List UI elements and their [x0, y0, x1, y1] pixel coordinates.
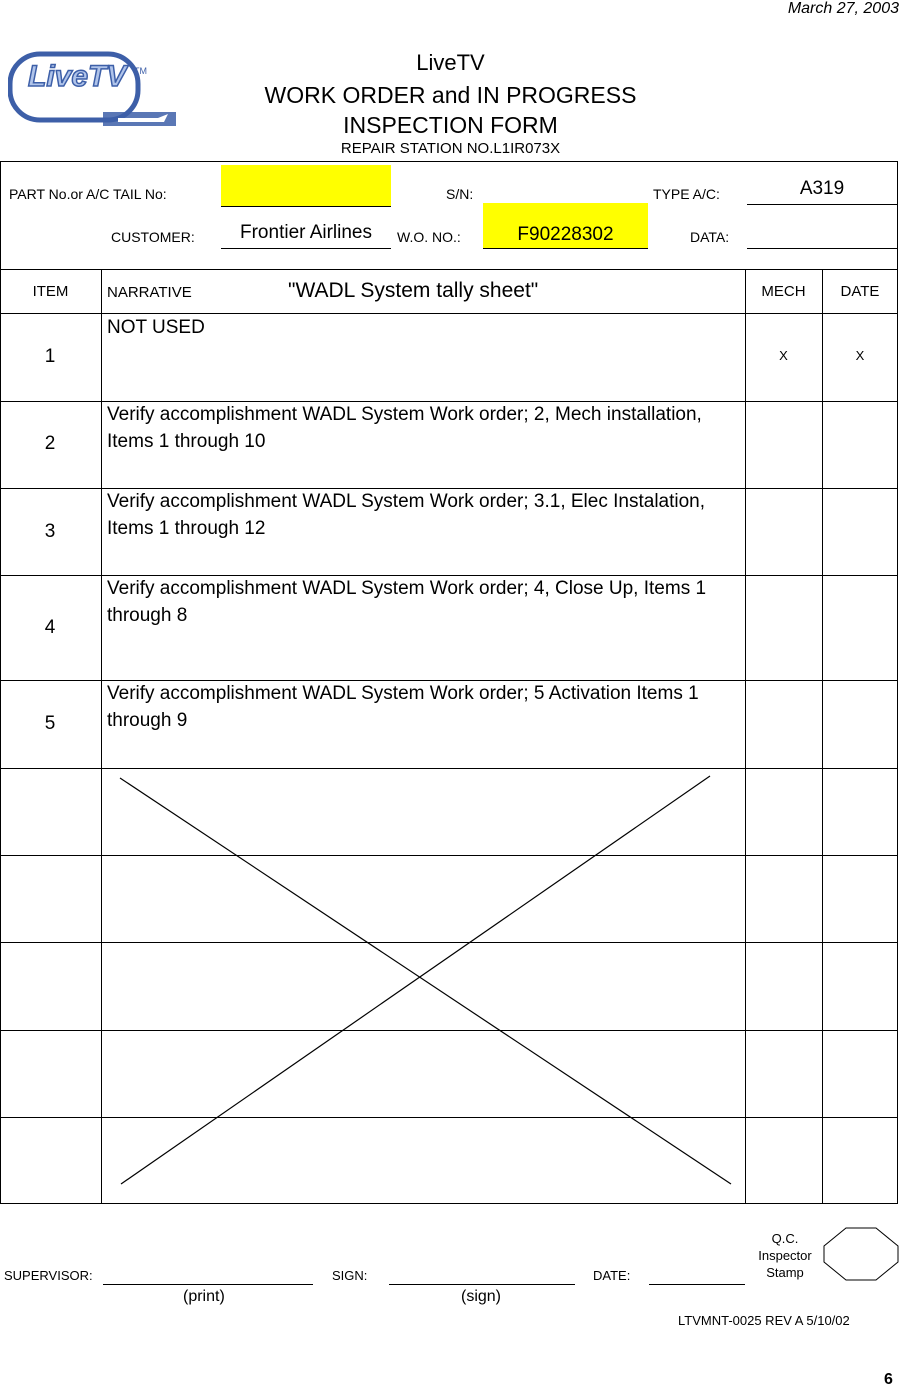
type-ac-label: TYPE A/C: — [653, 186, 720, 202]
customer-label: CUSTOMER: — [111, 229, 195, 245]
form-title-line2: WORK ORDER and IN PROGRESS — [264, 82, 637, 108]
supervisor-label: SUPERVISOR: — [4, 1268, 93, 1283]
column-header-narrative: NARRATIVE — [107, 284, 192, 301]
item-narrative: Verify accomplishment WADL System Work order; 2, Mech installation, Items 1 through 10 — [107, 404, 702, 452]
item-number: 2 — [44, 433, 56, 454]
item-narrative: Verify accomplishment WADL System Work order; 5 Activation Items 1 through 9 — [107, 683, 699, 731]
logo-tm: TM — [134, 66, 147, 76]
qc-line: Q.C. — [771, 1231, 799, 1246]
sign-caption: (sign) — [461, 1288, 502, 1305]
sn-label: S/N: — [446, 186, 474, 202]
type-ac-field[interactable]: A319 — [747, 178, 897, 205]
item-number: 1 — [44, 346, 56, 367]
item-narrative: Verify accomplishment WADL System Work order; 3.1, Elec Instalation, Items 1 through 12 — [107, 491, 706, 539]
form-number: LTVMNT-0025 REV A 5/10/02 — [678, 1313, 850, 1328]
wo-number-field[interactable]: F90228302 — [483, 203, 648, 249]
footer-date-field[interactable] — [649, 1266, 745, 1285]
item-narrative: NOT USED — [107, 317, 205, 338]
item-number: 4 — [44, 617, 56, 638]
sign-label: SIGN: — [332, 1268, 368, 1283]
qc-line: Inspector — [758, 1248, 812, 1263]
column-header-date: DATE — [840, 283, 880, 300]
item-narrative: Verify accomplishment WADL System Work order; 4, Close Up, Items 1 through 8 — [107, 578, 707, 626]
customer-field[interactable]: Frontier Airlines — [221, 222, 391, 249]
part-label: PART No.or A/C TAIL No: — [9, 186, 167, 202]
qc-stamp-label — [748, 1230, 822, 1281]
document-date: March 27, 2003 — [787, 0, 899, 17]
wo-label: W.O. NO.: — [397, 229, 461, 245]
data-label: DATA: — [690, 229, 730, 245]
form-title-line1: LiveTV — [416, 50, 485, 75]
item-number: 5 — [44, 713, 56, 734]
form-title-line3: INSPECTION FORM — [343, 112, 558, 138]
column-header-mech: MECH — [761, 283, 806, 300]
qc-line: Stamp — [766, 1265, 804, 1280]
column-header-item: ITEM — [32, 283, 69, 300]
mech-signoff[interactable]: X — [779, 348, 788, 363]
print-caption: (print) — [183, 1288, 225, 1305]
sign-field[interactable] — [389, 1266, 575, 1285]
date-signoff[interactable]: X — [855, 348, 865, 363]
logo-text: LiveTV — [28, 60, 127, 93]
supervisor-field[interactable] — [103, 1266, 313, 1285]
footer-date-label: DATE: — [593, 1268, 631, 1283]
sheet-title: "WADL System tally sheet" — [288, 279, 539, 302]
qc-stamp-box[interactable] — [822, 1226, 900, 1282]
item-number: 3 — [44, 521, 56, 542]
page-number: 6 — [884, 1371, 893, 1388]
repair-station-number: REPAIR STATION NO.L1IR073X — [340, 140, 561, 157]
